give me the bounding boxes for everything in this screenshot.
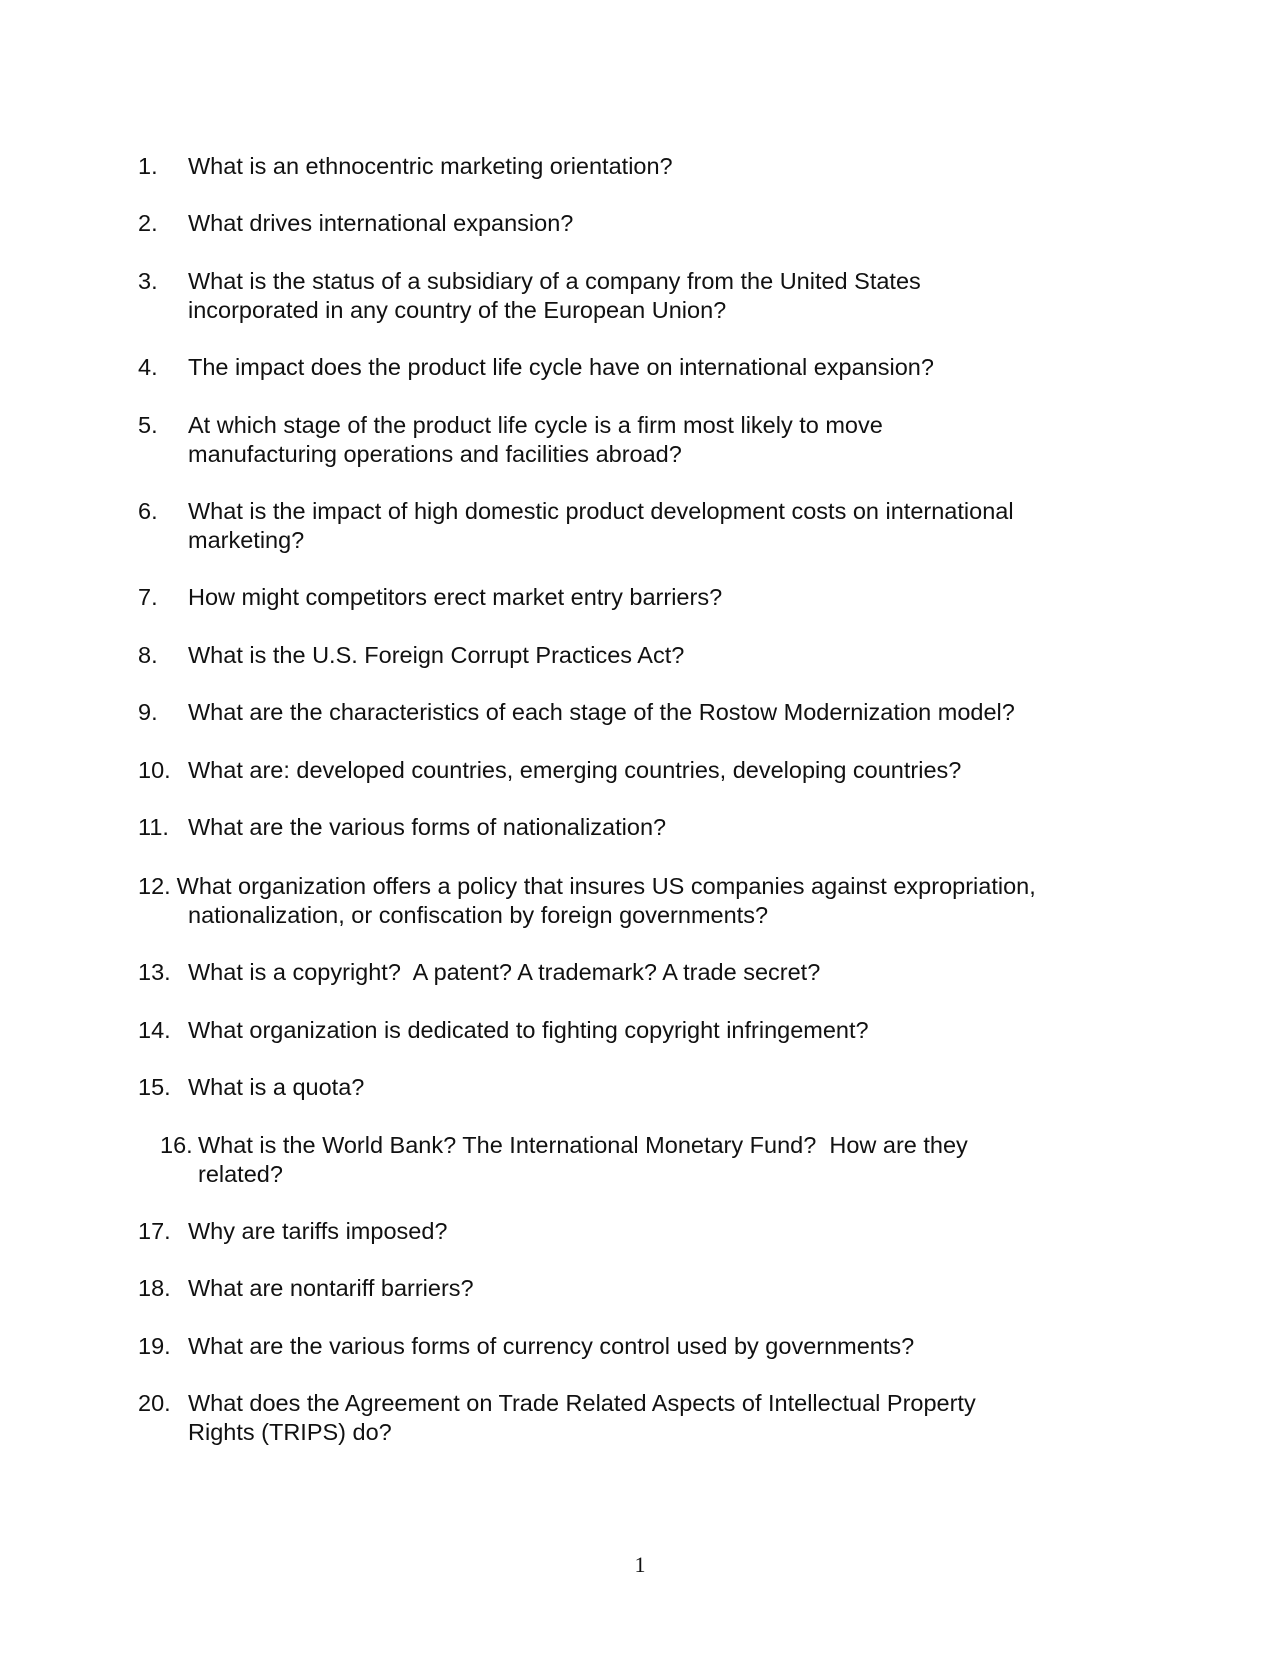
question-number: 14. — [138, 1017, 171, 1043]
question-item — [160, 1131, 1120, 1189]
question-item — [138, 872, 1098, 930]
question-item — [138, 1332, 1098, 1361]
question-text: What is the impact of high domestic product development costs on international marketing? — [188, 498, 1014, 553]
question-number: 8. — [138, 642, 158, 668]
question-text: What are: developed countries, emerging countries, developing countries? — [188, 757, 962, 783]
question-number: 20. — [138, 1390, 171, 1416]
question-text: What is a copyright? A patent? A trademark? A trade secret? — [188, 959, 821, 985]
page-number: 1 — [634, 1552, 646, 1577]
question-number: 13. — [138, 959, 171, 985]
question-text: What is an ethnocentric marketing orientation? — [188, 153, 673, 179]
question-text: What organization is dedicated to fighting copyright infringement? — [188, 1017, 869, 1043]
question-number: 7. — [138, 584, 158, 610]
question-text: At which stage of the product life cycle is a firm most likely to move manufacturing operations and facilities abroad? — [188, 412, 883, 467]
question-item — [138, 1217, 1098, 1246]
question-text: What is the status of a subsidiary of a company from the United States incorporated in any country of the European Union? — [188, 268, 921, 323]
question-item — [138, 1073, 1098, 1102]
question-text: What is the World Bank? The International Monetary Fund? How are they related? — [198, 1132, 975, 1187]
question-item — [138, 698, 1098, 727]
question-text: The impact does the product life cycle have on international expansion? — [188, 354, 934, 380]
question-item — [138, 353, 1098, 382]
question-text: What drives international expansion? — [188, 210, 574, 236]
question-number: 2. — [138, 210, 158, 236]
question-number: 6. — [138, 498, 158, 524]
question-number: 19. — [138, 1333, 171, 1359]
question-text: What are the characteristics of each stage of the Rostow Modernization model? — [188, 699, 1015, 725]
question-number: 10. — [138, 757, 171, 783]
question-text: What are nontariff barriers? — [188, 1275, 474, 1301]
question-number: 3. — [138, 268, 158, 294]
question-item — [138, 641, 1098, 670]
question-number: 4. — [138, 354, 158, 380]
question-number: 11. — [138, 814, 169, 840]
question-item — [138, 813, 1098, 842]
question-item — [138, 497, 1098, 555]
question-number: 17. — [138, 1218, 171, 1244]
question-item — [138, 1389, 1098, 1447]
question-text: Why are tariffs imposed? — [188, 1218, 448, 1244]
question-text: What is a quota? — [188, 1074, 365, 1100]
question-text: What does the Agreement on Trade Related Aspects of Intellectual Property Rights (TRIPS) do? — [188, 1390, 976, 1445]
question-number: 18. — [138, 1275, 171, 1301]
question-item — [138, 411, 1098, 469]
question-item — [138, 1274, 1098, 1303]
question-text: How might competitors erect market entry barriers? — [188, 584, 723, 610]
question-item — [138, 1016, 1098, 1045]
question-text: What are the various forms of nationalization? — [188, 814, 667, 840]
question-number: 1. — [138, 153, 158, 179]
question-number: 9. — [138, 699, 158, 725]
question-number: 12. — [138, 873, 171, 899]
question-item — [138, 267, 1098, 325]
question-number: 15. — [138, 1074, 171, 1100]
question-text: What organization offers a policy that insures US companies against expropriation, nationalization, or confiscation by foreign governments? — [176, 873, 1036, 928]
question-item — [138, 756, 1098, 785]
question-item — [138, 583, 1098, 612]
question-number: 5. — [138, 412, 158, 438]
question-text: What is the U.S. Foreign Corrupt Practices Act? — [188, 642, 685, 668]
question-item — [138, 209, 1098, 238]
question-item — [138, 152, 1098, 181]
question-text: What are the various forms of currency control used by governments? — [188, 1333, 915, 1359]
question-item — [138, 958, 1098, 987]
question-number: 16. — [160, 1132, 193, 1158]
